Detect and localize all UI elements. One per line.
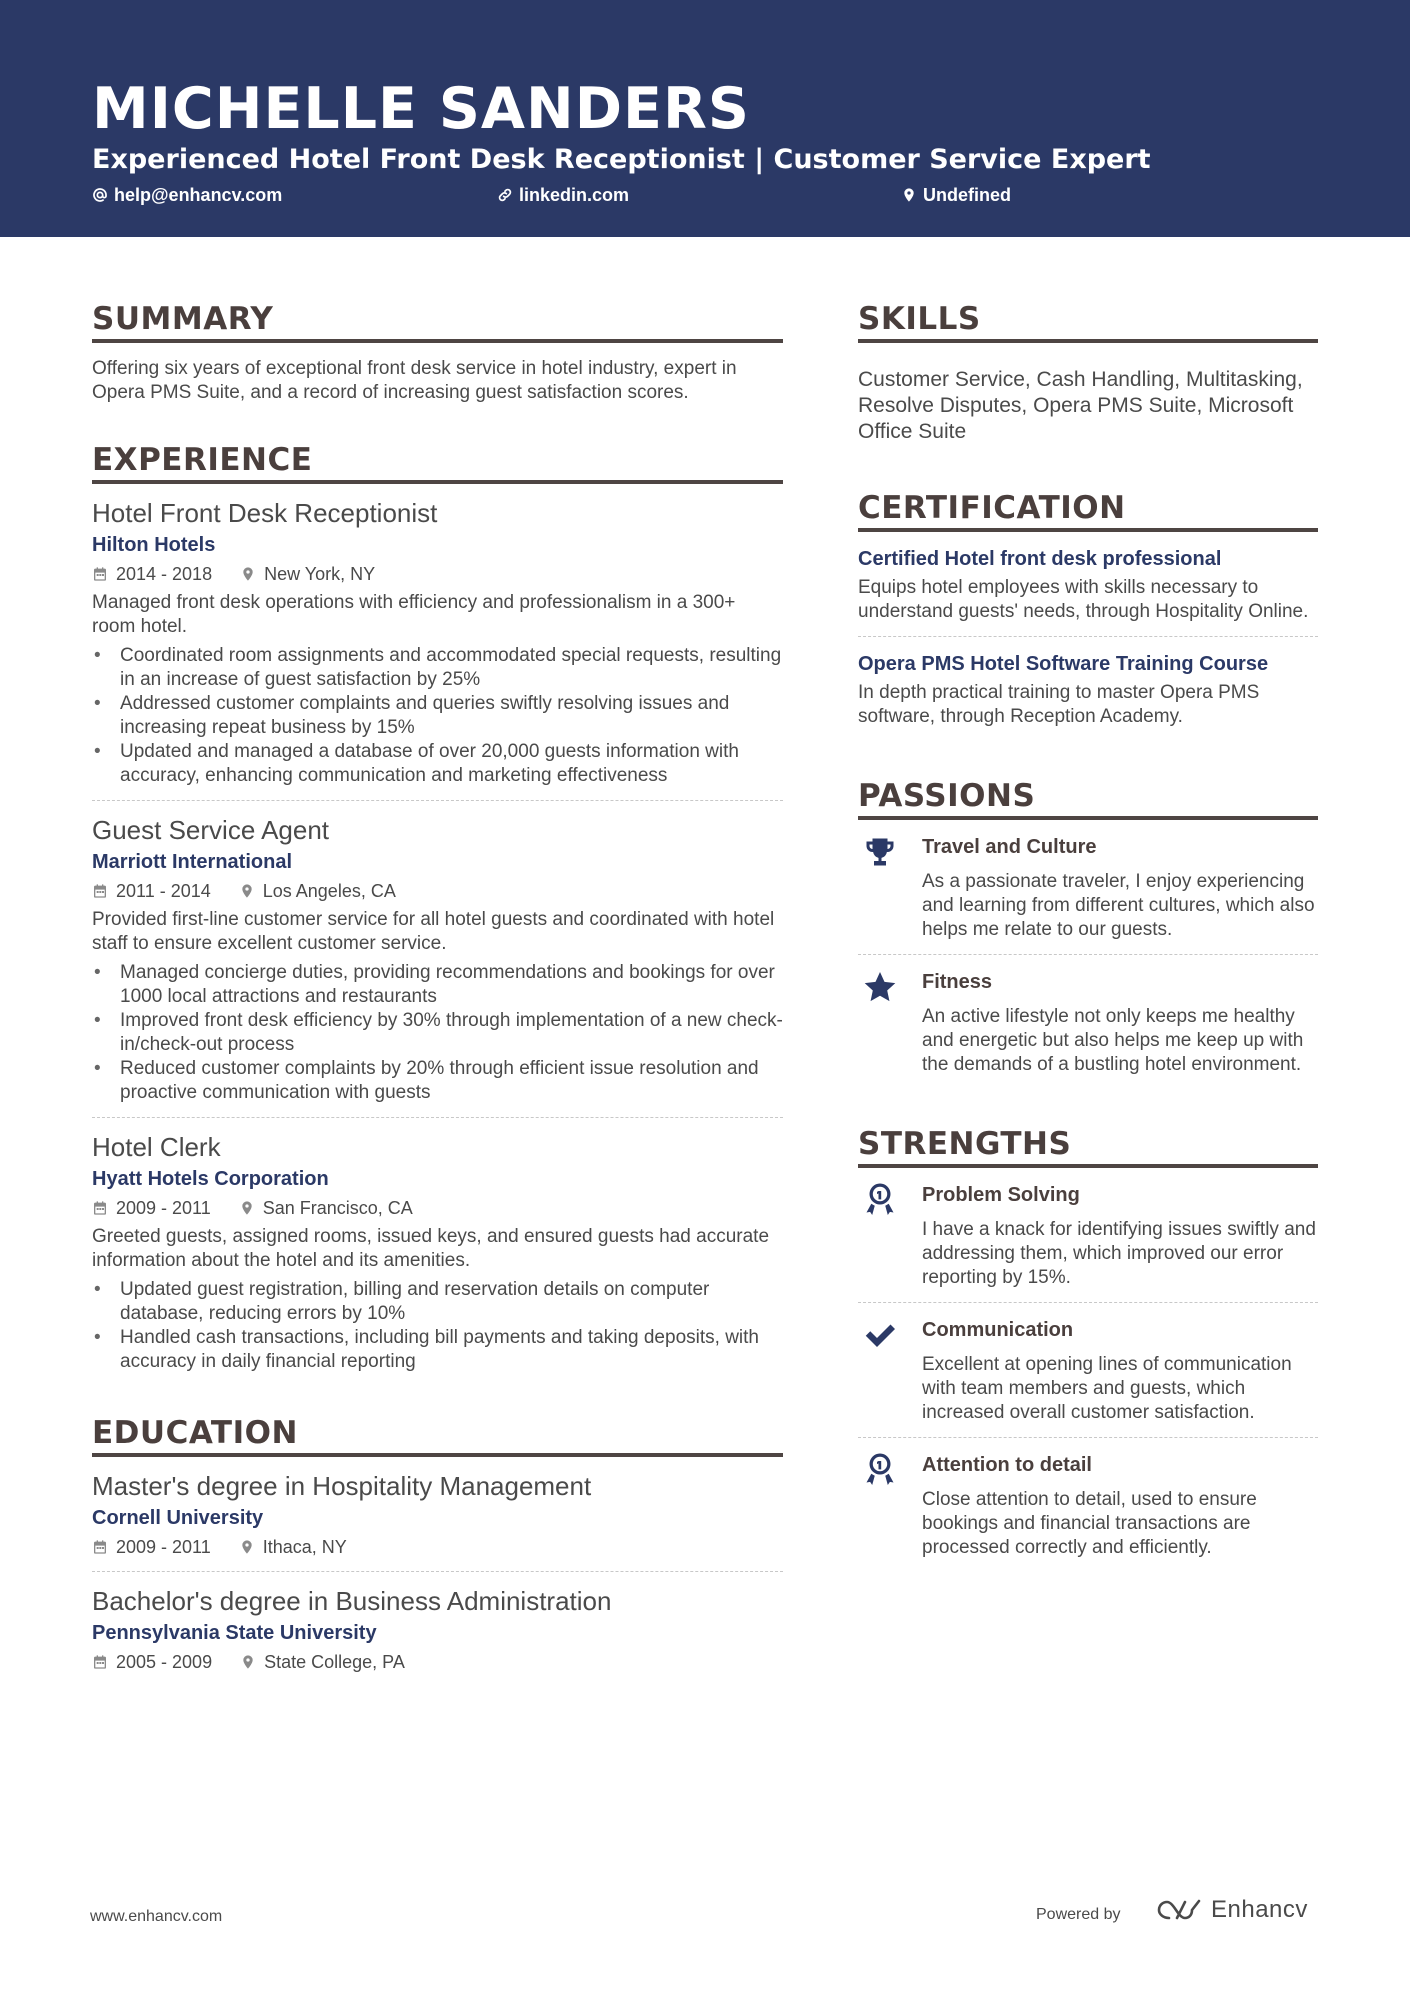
checkmark-icon [862,1317,898,1353]
education-entry [92,1457,783,1572]
job-dates-text: 2014 - 2018 [116,564,213,584]
passion-entry [858,955,1318,1089]
contact-location [901,183,1011,207]
job-bullet: • Addressed customer complaints and queries swiftly resolving issues and increasing repeat business by 15% [120,692,783,740]
strength-icon-wrap [858,1182,922,1290]
passion-icon-wrap [858,969,922,1077]
contact-email-text: help@enhancv.com [114,185,283,205]
education-section [92,1414,783,1686]
strength-entry [858,1168,1318,1303]
certification-name: Opera PMS Hotel Software Training Course [858,653,1269,675]
education-dates-text: 2009 - 2011 [116,1537,211,1557]
certification-section [858,489,1318,741]
education-dates [92,1535,211,1559]
job-title: Hotel Clerk [92,1132,221,1162]
school-name: Cornell University [92,1507,264,1529]
company-name: Hyatt Hotels Corporation [92,1168,329,1190]
passion-title: Travel and Culture [922,836,1097,858]
at-sign-icon [92,187,108,203]
calendar-icon [92,566,108,582]
location-pin-icon [240,1654,256,1670]
education-location-text: Ithaca, NY [262,1537,347,1557]
strength-body [922,1452,1318,1560]
passions-title: PASSIONS [858,777,1318,820]
job-location [239,1196,413,1220]
job-description: Provided first-line customer service for all hotel guests and coordinated with hotel staff to ensure excellent customer service. [92,909,775,954]
strength-description: Close attention to detail, used to ensure bookings and financial transactions are processed correctly and efficiently. [922,1489,1257,1558]
passion-description: An active lifestyle not only keeps me healthy and energetic but also helps me keep up with the demands of a bustling hotel environment. [922,1006,1304,1075]
summary-text: Offering six years of exceptional front desk service in hotel industry, expert in Opera PMS Suite, and a record of increasing guest satisfaction scores. [92,358,737,403]
strength-icon-wrap [858,1452,922,1560]
passion-icon-wrap [858,834,922,942]
job-bullets [92,1278,783,1374]
education-title: EDUCATION [92,1414,783,1457]
summary-title: SUMMARY [92,300,783,343]
education-location [239,1535,347,1559]
calendar-icon [92,883,108,899]
degree-title: Master's degree in Hospitality Management [92,1471,592,1501]
passion-entry [858,820,1318,955]
candidate-name: MICHELLE SANDERS [92,76,750,142]
certification-entry [858,532,1318,637]
contact-linkedin-text: linkedin.com [519,185,630,205]
location-pin-icon [239,1200,255,1216]
experience-title: EXPERIENCE [92,441,783,484]
contact-location-text: Undefined [923,185,1011,205]
star-icon [862,969,898,1005]
contact-email[interactable] [92,183,282,207]
job-bullet: • Updated guest registration, billing and reservation details on computer database, reducing errors by 10% [120,1278,783,1326]
education-location-text: State College, PA [264,1652,405,1672]
passions-section [858,777,1318,1089]
job-location-text: San Francisco, CA [262,1198,413,1218]
job-location [239,879,396,903]
certification-description: Equips hotel employees with skills necessary to understand guests' needs, through Hospitality Online. [858,577,1309,622]
job-description: Greeted guests, assigned rooms, issued keys, and ensured guests had accurate information about the hotel and its amenities. [92,1226,770,1271]
strength-entry [858,1438,1318,1572]
location-pin-icon [239,1539,255,1555]
strength-title: Problem Solving [922,1184,1080,1206]
enhancv-logo-icon [1155,1896,1203,1924]
passion-body [922,834,1318,942]
job-dates [92,1196,211,1220]
education-entry [92,1572,783,1686]
skills-list: Customer Service, Cash Handling, Multitasking, Resolve Disputes, Opera PMS Suite, Microsoft Office Suite [858,368,1303,443]
job-bullet: • Improved front desk efficiency by 30% through implementation of a new check-in/check-out process [120,1009,783,1057]
candidate-headline: Experienced Hotel Front Desk Receptionist | Customer Service Expert [92,144,1151,175]
footer-url[interactable]: www.enhancv.com [90,1908,223,1925]
job-bullets [92,644,783,788]
job-bullet: • Coordinated room assignments and accommodated special requests, resulting in an increase of guest satisfaction by 25% [120,644,783,692]
calendar-icon [92,1539,108,1555]
experience-entry [92,484,783,801]
job-location-text: Los Angeles, CA [262,881,396,901]
skills-title: SKILLS [858,300,1318,343]
job-meta [92,879,783,903]
company-name: Hilton Hotels [92,534,216,556]
enhancv-brand[interactable] [1155,1896,1308,1924]
strength-body [922,1182,1318,1290]
job-title: Hotel Front Desk Receptionist [92,498,438,528]
job-title: Guest Service Agent [92,815,330,845]
certification-description: In depth practical training to master Opera PMS software, through Reception Academy. [858,682,1260,727]
job-dates [92,562,212,586]
experience-section [92,441,783,1386]
job-location-text: New York, NY [264,564,376,584]
location-pin-icon [901,187,917,203]
job-dates-text: 2011 - 2014 [116,881,211,901]
location-pin-icon [239,883,255,899]
link-icon [497,187,513,203]
experience-entry [92,1118,783,1386]
company-name: Marriott International [92,851,293,873]
passion-body [922,969,1318,1077]
job-dates [92,879,211,903]
passion-title: Fitness [922,971,993,993]
strength-title: Attention to detail [922,1454,1092,1476]
job-meta [92,562,783,586]
education-dates-text: 2005 - 2009 [116,1652,213,1672]
education-meta [92,1535,783,1559]
education-dates [92,1650,212,1674]
calendar-icon [92,1200,108,1216]
powered-by-label: Powered by [1036,1906,1121,1923]
right-column [858,300,1318,1608]
education-meta [92,1650,783,1674]
calendar-icon [92,1654,108,1670]
job-bullets [92,961,783,1105]
certification-name: Certified Hotel front desk professional [858,548,1222,570]
contact-linkedin[interactable] [497,183,629,207]
degree-title: Bachelor's degree in Business Administration [92,1586,612,1616]
strengths-title: STRENGTHS [858,1125,1318,1168]
strength-description: Excellent at opening lines of communication with team members and guests, which increased overall customer satisfaction. [922,1354,1292,1423]
certification-entry [858,637,1318,741]
job-bullet: • Managed concierge duties, providing recommendations and bookings for over 1000 local attractions and restaurants [120,961,783,1009]
experience-entry [92,801,783,1118]
location-pin-icon [240,566,256,582]
summary-section [92,300,783,405]
job-bullet: • Handled cash transactions, including bill payments and taking deposits, with accuracy in daily financial reporting [120,1326,783,1374]
passion-description: As a passionate traveler, I enjoy experiencing and learning from different cultures, which also helps me relate to our guests. [922,871,1315,940]
left-column [92,300,783,1722]
school-name: Pennsylvania State University [92,1622,377,1644]
job-bullet: • Updated and managed a database of over 20,000 guests information with accuracy, enhancing communication and marketing effectiveness [120,740,783,788]
job-location [240,562,375,586]
strength-icon-wrap [858,1317,922,1425]
award-ribbon-icon [862,1182,898,1218]
trophy-icon [862,834,898,870]
strengths-section [858,1125,1318,1572]
strength-entry [858,1303,1318,1438]
resume-header [0,0,1410,237]
certification-title: CERTIFICATION [858,489,1318,532]
job-dates-text: 2009 - 2011 [116,1198,211,1218]
strength-description: I have a knack for identifying issues swiftly and addressing them, which improved our error reporting by 15%. [922,1219,1316,1288]
job-bullet: • Reduced customer complaints by 20% through efficient issue resolution and proactive communication with guests [120,1057,783,1105]
job-description: Managed front desk operations with efficiency and professionalism in a 300+ room hotel. [92,592,736,637]
job-meta [92,1196,783,1220]
strength-title: Communication [922,1319,1074,1341]
award-ribbon-icon [862,1452,898,1488]
strength-body [922,1317,1318,1425]
skills-section [858,300,1318,445]
enhancv-brand-text: Enhancv [1211,1896,1308,1923]
education-location [240,1650,405,1674]
